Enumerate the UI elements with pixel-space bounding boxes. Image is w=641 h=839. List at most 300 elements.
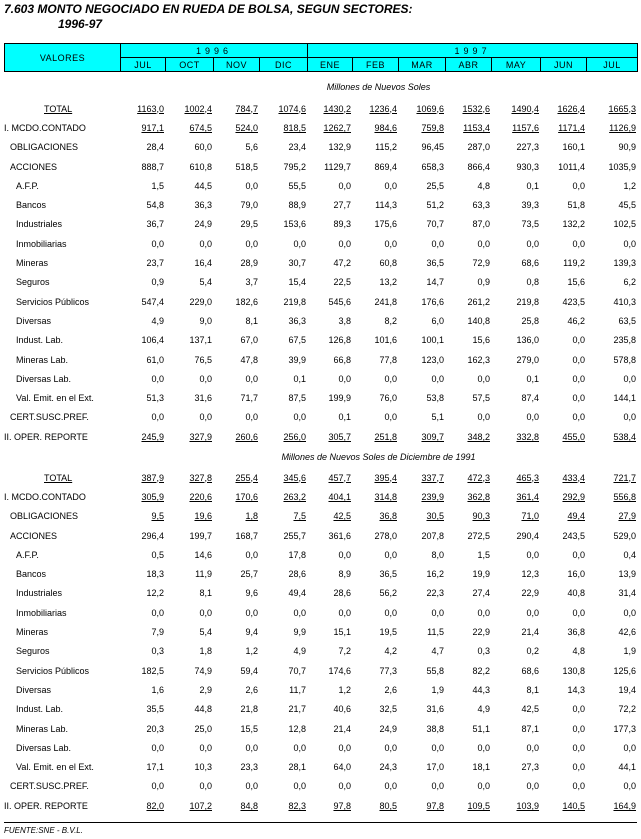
cell-value: 0,0 bbox=[572, 742, 585, 753]
cell-value: 235,8 bbox=[613, 335, 636, 346]
row-label: Val. Emit. en el Ext. bbox=[16, 393, 94, 404]
row-label: I. MCDO.CONTADO bbox=[4, 491, 86, 502]
table-header bbox=[4, 43, 638, 72]
cell-value: 71,7 bbox=[240, 393, 258, 404]
cell-value: 1,8 bbox=[199, 646, 212, 657]
cell-value: 13,9 bbox=[618, 569, 636, 580]
cell-value: 15,6 bbox=[567, 277, 585, 288]
cell-value: 72,9 bbox=[472, 258, 490, 269]
row-label: Diversas Lab. bbox=[16, 373, 72, 384]
cell-value: 7,2 bbox=[338, 646, 351, 657]
cell-value: 917,1 bbox=[141, 122, 164, 133]
cell-value: 123,0 bbox=[421, 354, 444, 365]
cell-value: 64,0 bbox=[333, 762, 351, 773]
cell-value: 66,8 bbox=[333, 354, 351, 365]
cell-value: 42,6 bbox=[618, 627, 636, 638]
cell-value: 0,0 bbox=[572, 762, 585, 773]
cell-value: 296,4 bbox=[141, 530, 164, 541]
cell-value: 1430,2 bbox=[323, 103, 351, 114]
cell-value: 759,8 bbox=[421, 122, 444, 133]
row-label: Bancos bbox=[16, 200, 47, 211]
table-row bbox=[4, 661, 637, 680]
cell-value: 0,0 bbox=[151, 781, 164, 792]
header-month: JUL bbox=[121, 58, 166, 72]
cell-value: 0,0 bbox=[572, 373, 585, 384]
row-label: TOTAL bbox=[44, 103, 73, 114]
cell-value: 71,0 bbox=[521, 511, 539, 522]
cell-value: 1,9 bbox=[431, 684, 444, 695]
table-row bbox=[4, 195, 637, 214]
cell-value: 888,7 bbox=[141, 161, 164, 172]
cell-value: 199,9 bbox=[328, 393, 351, 404]
cell-value: 82,2 bbox=[472, 665, 490, 676]
cell-value: 518,5 bbox=[235, 161, 258, 172]
row-label: CERT.SUSC.PREF. bbox=[10, 412, 89, 423]
cell-value: 314,8 bbox=[374, 491, 397, 502]
cell-value: 4,9 bbox=[293, 646, 306, 657]
cell-value: 4,9 bbox=[477, 704, 490, 715]
cell-value: 19,4 bbox=[618, 684, 636, 695]
cell-value: 255,7 bbox=[283, 530, 306, 541]
row-label: Diversas bbox=[16, 315, 52, 326]
cell-value: 0,0 bbox=[245, 238, 258, 249]
cell-value: 114,3 bbox=[375, 200, 397, 211]
cell-value: 239,9 bbox=[421, 491, 444, 502]
cell-value: 1157,6 bbox=[512, 122, 539, 133]
cell-value: 332,8 bbox=[516, 431, 539, 442]
cell-value: 0,0 bbox=[199, 373, 212, 384]
cell-value: 61,0 bbox=[146, 354, 164, 365]
header-year-1997: 1997 bbox=[308, 44, 638, 58]
row-label: Mineras Lab. bbox=[16, 354, 69, 365]
table-row bbox=[4, 603, 637, 622]
cell-value: 23,4 bbox=[288, 142, 306, 153]
cell-value: 721,7 bbox=[613, 472, 636, 483]
row-label: OBLIGACIONES bbox=[10, 142, 79, 153]
row-label: I. MCDO.CONTADO bbox=[4, 122, 86, 133]
cell-value: 0,0 bbox=[623, 742, 636, 753]
cell-value: 76,0 bbox=[379, 393, 397, 404]
cell-value: 423,5 bbox=[562, 296, 585, 307]
cell-value: 984,6 bbox=[374, 122, 397, 133]
cell-value: 60,0 bbox=[194, 142, 212, 153]
cell-value: 25,0 bbox=[194, 723, 212, 734]
cell-value: 305,7 bbox=[328, 431, 351, 442]
cell-value: 0,1 bbox=[526, 373, 539, 384]
cell-value: 164,9 bbox=[613, 800, 636, 811]
cell-value: 457,7 bbox=[328, 472, 351, 483]
cell-value: 0,0 bbox=[151, 412, 164, 423]
cell-value: 12,8 bbox=[288, 723, 306, 734]
cell-value: 22,3 bbox=[426, 588, 444, 599]
cell-value: 28,6 bbox=[333, 588, 351, 599]
cell-value: 36,8 bbox=[379, 511, 397, 522]
cell-value: 9,5 bbox=[151, 511, 164, 522]
cell-value: 72,2 bbox=[618, 704, 636, 715]
cell-value: 0,0 bbox=[151, 742, 164, 753]
cell-value: 0,0 bbox=[572, 393, 585, 404]
cell-value: 35,5 bbox=[146, 704, 164, 715]
row-label: Diversas bbox=[16, 684, 52, 695]
cell-value: 1665,3 bbox=[608, 103, 636, 114]
row-label: ACCIONES bbox=[10, 530, 58, 541]
cell-value: 42,5 bbox=[333, 511, 351, 522]
cell-value: 22,9 bbox=[521, 588, 539, 599]
cell-value: 0,0 bbox=[431, 607, 444, 618]
cell-value: 84,8 bbox=[240, 800, 258, 811]
cell-value: 39,9 bbox=[288, 354, 306, 365]
cell-value: 1,2 bbox=[623, 180, 636, 191]
cell-value: 0,1 bbox=[338, 412, 351, 423]
cell-value: 1153,4 bbox=[463, 122, 490, 133]
cell-value: 1074,6 bbox=[278, 103, 306, 114]
header-month: ENE bbox=[308, 58, 353, 72]
cell-value: 47,2 bbox=[333, 258, 351, 269]
cell-value: 0,0 bbox=[384, 742, 397, 753]
table-row bbox=[4, 796, 637, 815]
cell-value: 538,4 bbox=[613, 431, 636, 442]
cell-value: 0,0 bbox=[199, 238, 212, 249]
header-month: DIC bbox=[260, 58, 308, 72]
cell-value: 31,4 bbox=[618, 588, 636, 599]
cell-value: 278,0 bbox=[374, 530, 397, 541]
cell-value: 63,3 bbox=[472, 200, 490, 211]
cell-value: 0,0 bbox=[526, 781, 539, 792]
cell-value: 327,9 bbox=[189, 431, 212, 442]
cell-value: 0,0 bbox=[151, 238, 164, 249]
section-1-caption: Millones de Nuevos Soles bbox=[326, 82, 431, 92]
cell-value: 0,0 bbox=[338, 742, 351, 753]
cell-value: 243,5 bbox=[562, 530, 585, 541]
cell-value: 22,9 bbox=[472, 627, 490, 638]
cell-value: 67,0 bbox=[240, 335, 258, 346]
cell-value: 137,1 bbox=[189, 335, 212, 346]
cell-value: 68,6 bbox=[521, 258, 539, 269]
cell-value: 144,1 bbox=[613, 393, 636, 404]
cell-value: 0,0 bbox=[572, 238, 585, 249]
cell-value: 410,3 bbox=[613, 296, 636, 307]
cell-value: 1490,4 bbox=[511, 103, 539, 114]
cell-value: 21,7 bbox=[288, 704, 306, 715]
cell-value: 0,0 bbox=[623, 781, 636, 792]
cell-value: 0,0 bbox=[623, 607, 636, 618]
cell-value: 109,5 bbox=[467, 800, 490, 811]
cell-value: 1129,7 bbox=[324, 161, 351, 172]
cell-value: 15,6 bbox=[472, 335, 490, 346]
cell-value: 15,1 bbox=[333, 627, 351, 638]
cell-value: 0,0 bbox=[199, 412, 212, 423]
row-label: Servicios Públicos bbox=[16, 296, 90, 307]
table-row bbox=[4, 99, 637, 118]
cell-value: 1,9 bbox=[623, 646, 636, 657]
row-label: Inmobiliarias bbox=[16, 238, 67, 249]
cell-value: 0,0 bbox=[384, 238, 397, 249]
cell-value: 404,1 bbox=[328, 491, 351, 502]
table-row bbox=[4, 331, 637, 350]
cell-value: 0,0 bbox=[572, 704, 585, 715]
cell-value: 15,5 bbox=[240, 723, 258, 734]
cell-value: 40,6 bbox=[333, 704, 351, 715]
cell-value: 70,7 bbox=[426, 219, 444, 230]
cell-value: 610,8 bbox=[189, 161, 212, 172]
cell-value: 9,6 bbox=[245, 588, 258, 599]
cell-value: 60,8 bbox=[379, 258, 397, 269]
cell-value: 0,0 bbox=[293, 238, 306, 249]
cell-value: 245,9 bbox=[141, 431, 164, 442]
section-2-caption: Millones de Nuevos Soles de Diciembre de 1991 bbox=[281, 452, 476, 462]
row-label: Industriales bbox=[16, 219, 63, 230]
cell-value: 0,5 bbox=[151, 549, 164, 560]
cell-value: 44,8 bbox=[194, 704, 212, 715]
cell-value: 0,0 bbox=[338, 180, 351, 191]
cell-value: 28,4 bbox=[146, 142, 164, 153]
cell-value: 0,0 bbox=[199, 742, 212, 753]
cell-value: 0,0 bbox=[245, 373, 258, 384]
cell-value: 31,6 bbox=[426, 704, 444, 715]
cell-value: 53,8 bbox=[426, 393, 444, 404]
section-1-table bbox=[4, 99, 637, 446]
cell-value: 795,2 bbox=[283, 161, 306, 172]
header-month: MAR bbox=[399, 58, 446, 72]
cell-value: 0,0 bbox=[572, 723, 585, 734]
cell-value: 36,5 bbox=[379, 569, 397, 580]
cell-value: 55,5 bbox=[288, 180, 306, 191]
cell-value: 54,8 bbox=[146, 200, 164, 211]
cell-value: 0,0 bbox=[431, 742, 444, 753]
cell-value: 4,2 bbox=[384, 646, 397, 657]
cell-value: 107,2 bbox=[189, 800, 212, 811]
cell-value: 0,0 bbox=[384, 549, 397, 560]
row-label: OBLIGACIONES bbox=[10, 511, 79, 522]
cell-value: 88,9 bbox=[288, 200, 306, 211]
cell-value: 529,0 bbox=[613, 530, 636, 541]
cell-value: 36,5 bbox=[426, 258, 444, 269]
cell-value: 162,3 bbox=[467, 354, 490, 365]
table-row bbox=[4, 719, 637, 738]
cell-value: 68,6 bbox=[521, 665, 539, 676]
cell-value: 309,7 bbox=[421, 431, 444, 442]
table-row bbox=[4, 292, 637, 311]
cell-value: 25,5 bbox=[426, 180, 444, 191]
cell-value: 24,9 bbox=[194, 219, 212, 230]
cell-value: 101,6 bbox=[374, 335, 397, 346]
cell-value: 16,2 bbox=[426, 569, 444, 580]
cell-value: 44,3 bbox=[472, 684, 490, 695]
bottom-rule bbox=[4, 822, 637, 823]
cell-value: 9,4 bbox=[245, 627, 258, 638]
cell-value: 9,0 bbox=[199, 315, 212, 326]
cell-value: 1,6 bbox=[151, 684, 164, 695]
cell-value: 0,0 bbox=[293, 412, 306, 423]
cell-value: 0,0 bbox=[245, 549, 258, 560]
cell-value: 0,0 bbox=[526, 549, 539, 560]
cell-value: 348,2 bbox=[467, 431, 490, 442]
cell-value: 930,3 bbox=[516, 161, 539, 172]
cell-value: 0,0 bbox=[526, 412, 539, 423]
cell-value: 38,8 bbox=[426, 723, 444, 734]
table-row bbox=[4, 738, 637, 757]
cell-value: 0,3 bbox=[151, 646, 164, 657]
cell-value: 261,2 bbox=[467, 296, 490, 307]
cell-value: 70,7 bbox=[288, 665, 306, 676]
cell-value: 0,0 bbox=[572, 180, 585, 191]
cell-value: 47,8 bbox=[240, 354, 258, 365]
cell-value: 866,4 bbox=[467, 161, 490, 172]
cell-value: 0,0 bbox=[477, 373, 490, 384]
header-month: OCT bbox=[166, 58, 214, 72]
cell-value: 0,9 bbox=[151, 277, 164, 288]
cell-value: 11,5 bbox=[427, 627, 444, 638]
cell-value: 4,8 bbox=[572, 646, 585, 657]
cell-value: 0,1 bbox=[293, 373, 306, 384]
cell-value: 255,4 bbox=[235, 472, 258, 483]
table-row bbox=[4, 777, 637, 796]
cell-value: 0,0 bbox=[293, 742, 306, 753]
row-label: Mineras bbox=[16, 627, 49, 638]
cell-value: 140,8 bbox=[467, 315, 490, 326]
cell-value: 28,1 bbox=[288, 762, 306, 773]
cell-value: 0,0 bbox=[526, 742, 539, 753]
cell-value: 40,8 bbox=[567, 588, 585, 599]
table-row bbox=[4, 507, 637, 526]
cell-value: 51,8 bbox=[567, 200, 585, 211]
cell-value: 21,8 bbox=[240, 704, 258, 715]
cell-value: 36,7 bbox=[146, 219, 164, 230]
cell-value: 13,2 bbox=[379, 277, 397, 288]
table-row bbox=[4, 215, 637, 234]
row-label: Diversas Lab. bbox=[16, 742, 72, 753]
cell-value: 1,5 bbox=[477, 549, 490, 560]
cell-value: 0,0 bbox=[338, 607, 351, 618]
section-2-table bbox=[4, 468, 637, 815]
table-row bbox=[4, 388, 637, 407]
cell-value: 0,0 bbox=[245, 412, 258, 423]
cell-value: 305,9 bbox=[141, 491, 164, 502]
cell-value: 25,8 bbox=[521, 315, 539, 326]
cell-value: 4,8 bbox=[477, 180, 490, 191]
cell-value: 1,2 bbox=[245, 646, 258, 657]
cell-value: 28,6 bbox=[288, 569, 306, 580]
header-month: MAY bbox=[492, 58, 541, 72]
cell-value: 0,0 bbox=[338, 549, 351, 560]
header-year-1996: 1996 bbox=[121, 44, 308, 58]
cell-value: 16,0 bbox=[567, 569, 585, 580]
cell-value: 30,5 bbox=[426, 511, 444, 522]
cell-value: 51,3 bbox=[146, 393, 164, 404]
header-month: JUN bbox=[541, 58, 587, 72]
cell-value: 140,5 bbox=[562, 800, 585, 811]
cell-value: 362,8 bbox=[467, 491, 490, 502]
cell-value: 19,9 bbox=[472, 569, 490, 580]
cell-value: 14,3 bbox=[567, 684, 585, 695]
cell-value: 251,8 bbox=[374, 431, 397, 442]
cell-value: 36,3 bbox=[288, 315, 306, 326]
cell-value: 0,0 bbox=[384, 781, 397, 792]
cell-value: 174,6 bbox=[328, 665, 351, 676]
cell-value: 0,0 bbox=[245, 742, 258, 753]
cell-value: 1163,0 bbox=[137, 103, 164, 114]
cell-value: 11,9 bbox=[195, 569, 212, 580]
cell-value: 387,9 bbox=[141, 472, 164, 483]
cell-value: 87,1 bbox=[521, 723, 539, 734]
cell-value: 0,0 bbox=[477, 607, 490, 618]
cell-value: 229,0 bbox=[189, 296, 212, 307]
cell-value: 21,4 bbox=[333, 723, 351, 734]
cell-value: 44,1 bbox=[618, 762, 636, 773]
table-row bbox=[4, 680, 637, 699]
cell-value: 1,2 bbox=[338, 684, 351, 695]
cell-value: 25,7 bbox=[240, 569, 258, 580]
table-row bbox=[4, 700, 637, 719]
cell-value: 82,3 bbox=[288, 800, 306, 811]
cell-value: 16,4 bbox=[194, 258, 212, 269]
cell-value: 87,0 bbox=[472, 219, 490, 230]
cell-value: 578,8 bbox=[613, 354, 636, 365]
cell-value: 1069,6 bbox=[416, 103, 444, 114]
cell-value: 0,0 bbox=[572, 607, 585, 618]
cell-value: 18,3 bbox=[146, 569, 164, 580]
cell-value: 1011,4 bbox=[558, 161, 585, 172]
cell-value: 46,2 bbox=[567, 315, 585, 326]
cell-value: 219,8 bbox=[516, 296, 539, 307]
header-month: NOV bbox=[214, 58, 260, 72]
cell-value: 279,0 bbox=[516, 354, 539, 365]
cell-value: 90,9 bbox=[618, 142, 636, 153]
cell-value: 21,4 bbox=[521, 627, 539, 638]
cell-value: 1,8 bbox=[245, 511, 258, 522]
cell-value: 2,6 bbox=[384, 684, 397, 695]
table-row bbox=[4, 468, 637, 487]
table-row bbox=[4, 642, 637, 661]
cell-value: 49,4 bbox=[567, 511, 585, 522]
cell-value: 524,0 bbox=[235, 122, 258, 133]
header-month: FEB bbox=[353, 58, 399, 72]
cell-value: 44,5 bbox=[194, 180, 212, 191]
cell-value: 256,0 bbox=[283, 431, 306, 442]
cell-value: 132,9 bbox=[328, 142, 351, 153]
cell-value: 136,0 bbox=[516, 335, 539, 346]
cell-value: 0,0 bbox=[338, 781, 351, 792]
cell-value: 0,0 bbox=[623, 238, 636, 249]
cell-value: 0,0 bbox=[477, 412, 490, 423]
cell-value: 119,2 bbox=[563, 258, 585, 269]
cell-value: 8,1 bbox=[245, 315, 258, 326]
table-row bbox=[4, 157, 637, 176]
cell-value: 784,7 bbox=[235, 103, 258, 114]
cell-value: 0,0 bbox=[572, 781, 585, 792]
table-row bbox=[4, 273, 637, 292]
cell-value: 1002,4 bbox=[184, 103, 212, 114]
row-label: Industriales bbox=[16, 588, 63, 599]
cell-value: 2,6 bbox=[245, 684, 258, 695]
cell-value: 97,8 bbox=[426, 800, 444, 811]
cell-value: 0,1 bbox=[526, 180, 539, 191]
cell-value: 8,2 bbox=[384, 315, 397, 326]
cell-value: 292,9 bbox=[562, 491, 585, 502]
cell-value: 5,4 bbox=[199, 277, 212, 288]
table-row bbox=[4, 118, 637, 137]
cell-value: 0,0 bbox=[245, 781, 258, 792]
row-label: Inmobiliarias bbox=[16, 607, 67, 618]
cell-value: 220,6 bbox=[189, 491, 212, 502]
table-row bbox=[4, 526, 637, 545]
cell-value: 177,3 bbox=[613, 723, 636, 734]
cell-value: 115,2 bbox=[375, 142, 397, 153]
cell-value: 0,0 bbox=[245, 180, 258, 191]
cell-value: 27,4 bbox=[472, 588, 490, 599]
cell-value: 272,5 bbox=[467, 530, 490, 541]
cell-value: 6,0 bbox=[431, 315, 444, 326]
